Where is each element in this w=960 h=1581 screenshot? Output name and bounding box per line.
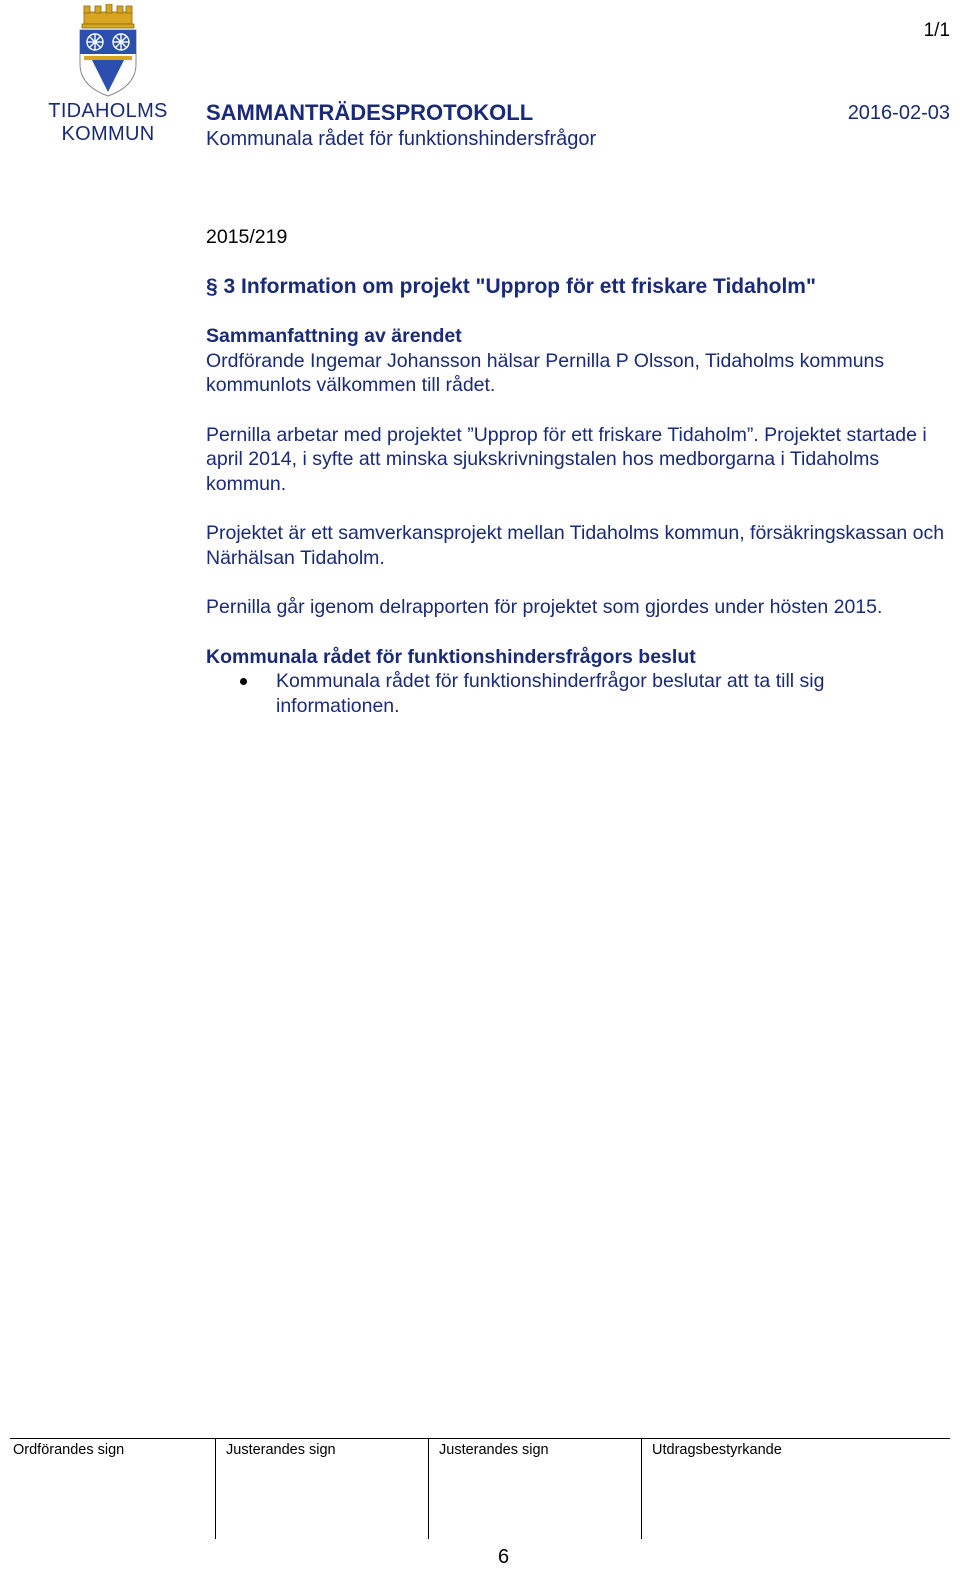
paragraph: Projektet är ett samverkansprojekt mellan Tidaholms kommun, försäkringskassan och Närhälsan Tidaholm. — [206, 522, 945, 569]
section-heading: § 3 Information om projekt "Upprop för ett friskare Tidaholm" — [206, 274, 816, 298]
paragraph: Pernilla arbetar med projektet ”Upprop för ett friskare Tidaholm”. Projektet startade i april 2014, i syfte att minska sjukskrivningstalen hos medborgarna i Tidaholms kommun. — [206, 423, 927, 495]
paragraph: Pernilla går igenom delrapporten för projektet som gjordes under hösten 2015. — [206, 596, 883, 618]
coat-of-arms-icon — [40, 4, 176, 99]
decision-text: Kommunala rådet för funktionshinderfrågor beslutar att ta till sig informationen. — [276, 670, 825, 717]
committee-name: Kommunala rådet för funktionshindersfrågor — [206, 128, 597, 150]
document-body — [206, 225, 952, 718]
summary-heading: Sammanfattning av ärendet — [206, 325, 462, 347]
municipality-logo — [40, 4, 176, 154]
document-title: SAMMANTRÄDESPROTOKOLL — [206, 100, 534, 125]
page-number: 1/1 — [923, 20, 950, 41]
bullet-icon — [240, 678, 247, 685]
decision-list — [206, 669, 952, 718]
case-number: 2015/219 — [206, 226, 288, 248]
footer-page-number: 6 — [498, 1546, 510, 1568]
signature-footer — [10, 1438, 950, 1539]
logo-line-2: KOMMUN — [61, 123, 155, 145]
decision-heading: Kommunala rådet för funktionshindersfrågors beslut — [206, 645, 696, 668]
logo-wordmark — [40, 100, 176, 146]
footer-cell-adjuster-sign-1: Justerandes sign — [215, 1439, 428, 1539]
footer-cell-chair-sign: Ordförandes sign — [13, 1442, 125, 1458]
logo-line-1: TIDAHOLMS — [48, 100, 168, 122]
footer-cell-certification: Utdragsbestyrkande — [641, 1439, 950, 1539]
paragraph: Ordförande Ingemar Johansson hälsar Pernilla P Olsson, Tidaholms kommuns kommunlots välkommen till rådet. — [206, 349, 885, 396]
list-item — [206, 669, 916, 718]
footer-cell-adjuster-sign-2: Justerandes sign — [428, 1439, 641, 1539]
document-date: 2016-02-03 — [847, 102, 950, 124]
